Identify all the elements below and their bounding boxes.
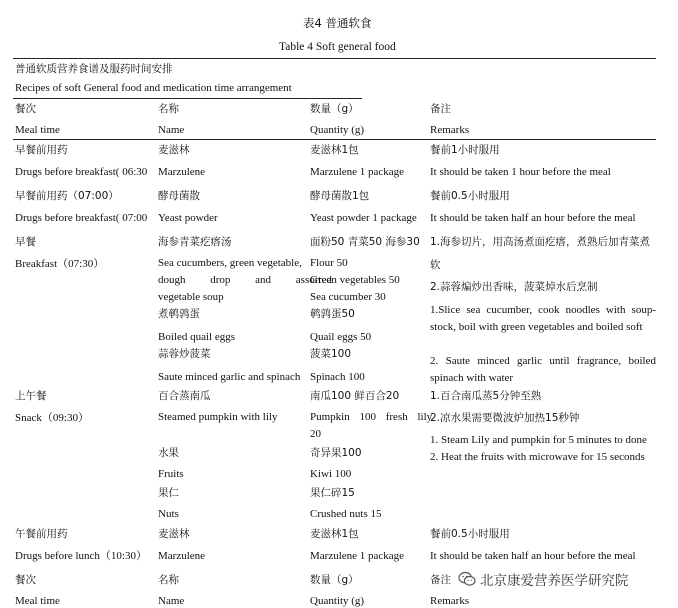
row5-name-cn: 麦滋林 — [158, 528, 190, 540]
row3-qty2-en: Quail eggs 50 — [310, 331, 372, 343]
header-name-en: Name — [158, 124, 185, 136]
row5-qty-cn: 麦滋林1包 — [310, 528, 359, 540]
row3-name2-cn: 煮鹌鹑蛋 — [158, 308, 200, 320]
row1-name-cn: 麦滋林 — [158, 144, 190, 156]
row3-meal-cn: 早餐 — [15, 236, 36, 248]
row2-meal-cn: 早餐前用药（07:00） — [15, 190, 119, 202]
row3-name3-cn: 蒜蓉炒菠菜 — [158, 348, 211, 360]
row3-qty1-cn: 面粉50 青菜50 海参30 — [310, 236, 420, 248]
row1-remark-en: It should be taken 1 hour before the meal — [430, 166, 611, 178]
row2-name-en: Yeast powder — [158, 212, 218, 224]
footer-remarks-en: Remarks — [430, 595, 470, 607]
row4-qty1-cn: 南瓜100 鲜百合20 — [310, 390, 400, 402]
row4-name2-cn: 水果 — [158, 447, 179, 459]
table-title-cn: 表4 普通软食 — [303, 16, 372, 30]
row5-remark-cn: 餐前0.5小时服用 — [430, 528, 510, 540]
row3-remark1-cn-b: 软 — [430, 259, 441, 271]
header-meal-en: Meal time — [15, 124, 60, 136]
footer-name-en: Name — [158, 595, 185, 607]
row3-name2-en: Boiled quail eggs — [158, 331, 235, 343]
row4-name3-cn: 果仁 — [158, 487, 179, 499]
footer-qty-en: Quantity (g) — [310, 595, 365, 607]
row1-qty-en: Marzulene 1 package — [310, 166, 405, 178]
row1-meal-cn: 早餐前用药 — [15, 144, 68, 156]
header-name-cn: 名称 — [158, 103, 179, 115]
header-qty-cn: 数量（g） — [310, 103, 359, 115]
row4-meal-en: Snack（09:30） — [15, 412, 89, 424]
header-remarks-en: Remarks — [430, 124, 470, 136]
row3-remark1-en: 1.Slice sea cucumber, cook noodles with soup-stock, boil with green vegetables and boiled soft — [430, 304, 656, 333]
row3-qty1-en-c: Sea cucumber 30 — [310, 291, 386, 303]
header-qty-en: Quantity (g) — [310, 124, 365, 136]
row2-qty-cn: 酵母菌散1包 — [310, 190, 370, 202]
watermark-text: 北京康爱营养医学研究院 — [480, 573, 629, 589]
row3-qty3-en: Spinach 100 — [310, 371, 365, 383]
row3-qty3-cn: 菠菜100 — [310, 348, 352, 360]
row3-remark2-en: 2. Saute minced garlic until fragrance, boiled spinach with water — [430, 355, 656, 384]
row4-qty2-cn: 奇异果100 — [310, 447, 362, 459]
row5-qty-en: Marzulene 1 package — [310, 550, 405, 562]
footer-meal-en: Meal time — [15, 595, 60, 607]
footer-meal-cn: 餐次 — [15, 574, 36, 586]
row4-name1-cn: 百合蒸南瓜 — [158, 390, 211, 402]
row1-qty-cn: 麦滋林1包 — [310, 144, 359, 156]
top-rule — [13, 58, 656, 59]
row3-remark1-cn-a: 1.海参切片，用高汤煮面疙瘩，煮熟后加青菜煮 — [430, 236, 651, 248]
row3-remark2-cn: 2.蒜蓉煸炒出香味，菠菜焯水后烹制 — [430, 281, 598, 293]
row2-name-cn: 酵母菌散 — [158, 190, 200, 202]
row3-qty1-en-a: Flour 50 — [310, 257, 348, 269]
row4-name1-en: Steamed pumpkin with lily — [158, 411, 278, 423]
row3-meal-en: Breakfast（07:30） — [15, 258, 105, 270]
row3-qty2-cn: 鹌鹑蛋50 — [310, 308, 355, 320]
row2-remark-en: It should be taken half an hour before the meal — [430, 212, 636, 224]
row3-name1-en-b-text: dough drop and assorted — [158, 274, 332, 286]
row3-name1-en-b — [158, 273, 332, 287]
row4-qty1-en-b: 20 — [310, 428, 321, 440]
row4-qty2-en: Kiwi 100 — [310, 468, 352, 480]
row2-qty-en: Yeast powder 1 package — [310, 212, 417, 224]
row3-qty1-en-b: Green vegetables 50 — [310, 274, 400, 286]
row2-meal-en: Drugs before breakfast( 07:00 — [15, 212, 148, 224]
header-rule — [13, 139, 656, 140]
row4-qty3-en: Crushed nuts 15 — [310, 508, 382, 520]
row5-meal-cn: 午餐前用药 — [15, 528, 68, 540]
header-remarks-cn: 备注 — [430, 103, 451, 115]
subtitle-en: Recipes of soft General food and medication time arrangement — [15, 82, 292, 94]
row3-name1-en-a: Sea cucumbers, green vegetable, — [158, 257, 302, 269]
header-meal-cn: 餐次 — [15, 103, 36, 115]
footer-remarks-cn: 备注 — [430, 574, 451, 586]
row4-remark1-cn: 1.百合南瓜蒸5分钟至熟 — [430, 390, 542, 402]
row4-remark2-en: 2. Heat the fruits with microwave for 15 seconds — [430, 451, 645, 463]
table-title-en: Table 4 Soft general food — [279, 41, 396, 53]
row1-remark-cn: 餐前1小时服用 — [430, 144, 500, 156]
subtitle-rule — [13, 98, 362, 99]
row4-remark1-en: 1. Steam Lily and pumpkin for 5 minutes to done — [430, 434, 647, 446]
row4-meal-cn: 上午餐 — [15, 390, 47, 402]
row5-remark-en: It should be taken half an hour before the meal — [430, 550, 636, 562]
row4-remark2-cn: 2.凉水果需要微波炉加热15秒钟 — [430, 412, 580, 424]
subtitle-cn: 普通软质营养食谱及服药时间安排 — [15, 63, 173, 75]
watermark — [458, 569, 629, 589]
row3-name1-en-c: vegetable soup — [158, 291, 224, 303]
row4-qty3-cn: 果仁碎15 — [310, 487, 355, 499]
row3-name1-cn: 海参青菜疙瘩汤 — [158, 236, 232, 248]
footer-qty-cn: 数量（g） — [310, 574, 359, 586]
row5-name-en: Marzulene — [158, 550, 206, 562]
row2-remark-cn: 餐前0.5小时服用 — [430, 190, 510, 202]
row1-name-en: Marzulene — [158, 166, 206, 178]
wechat-icon — [458, 571, 476, 587]
row4-qty1-en-a: Pumpkin 100 fresh lily — [310, 411, 433, 423]
row5-meal-en: Drugs before lunch（10:30） — [15, 550, 147, 562]
row4-name2-en: Fruits — [158, 468, 184, 480]
row3-name3-en: Saute minced garlic and spinach — [158, 371, 301, 383]
row4-name3-en: Nuts — [158, 508, 179, 520]
footer-name-cn: 名称 — [158, 574, 179, 586]
row1-meal-en: Drugs before breakfast( 06:30 — [15, 166, 148, 178]
